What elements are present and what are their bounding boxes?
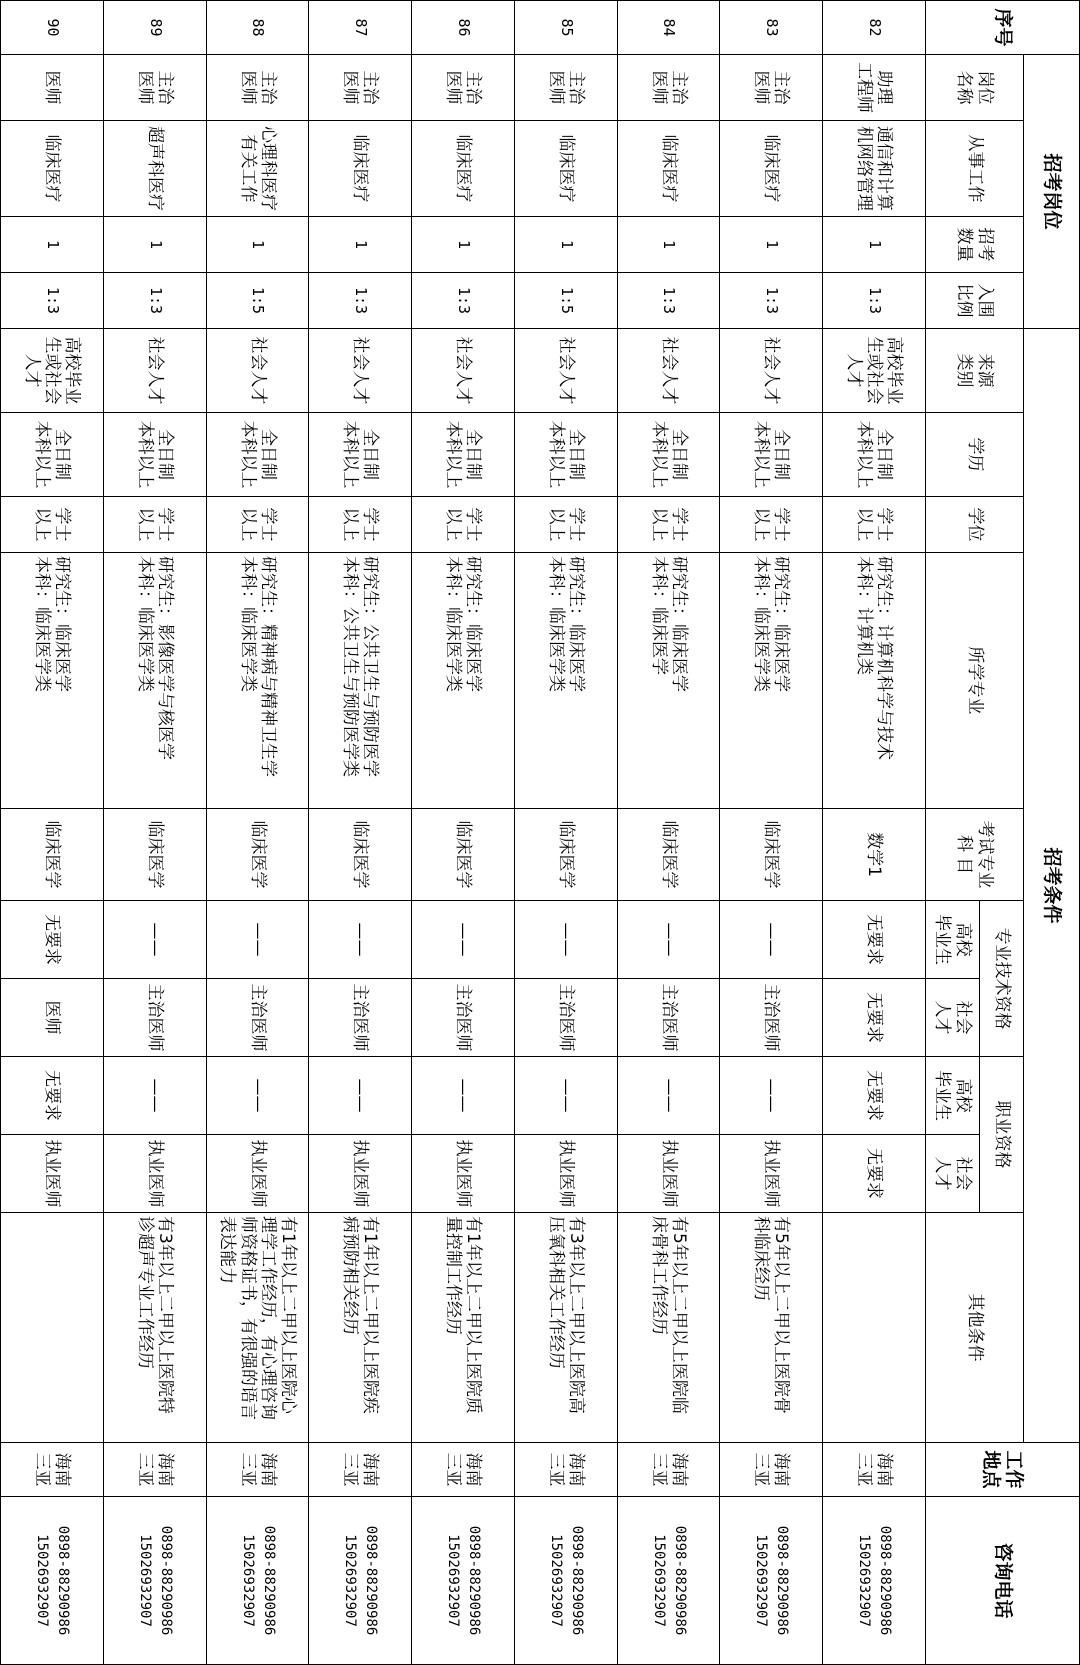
- cell-work: 心理科医疗 有关工作: [206, 121, 309, 217]
- cell-phone: 0898-88290986 15026932907: [617, 1497, 720, 1665]
- header-ratio: 入围 比例: [926, 273, 1024, 329]
- cell-other: 有1年以上二甲以上医院质 量控制工作经历: [412, 1213, 515, 1443]
- table-row: [823, 1, 926, 1665]
- cell-other: [1, 1213, 104, 1443]
- cell-location: 海南 三亚: [103, 1443, 206, 1497]
- cell-job-social: 执业医师: [1, 1135, 104, 1213]
- cell-major: 研究生：临床医学 本科：临床医学类: [514, 553, 617, 809]
- cell-phone: 0898-88290986 15026932907: [1, 1497, 104, 1665]
- cell-education: 全日制 本科以上: [617, 413, 720, 497]
- header-group-conditions: 招考条件: [1024, 329, 1080, 1443]
- cell-location: 海南 三亚: [823, 1443, 926, 1497]
- cell-work: 临床医疗: [720, 121, 823, 217]
- cell-other: [823, 1213, 926, 1443]
- cell-job-grad: ——: [309, 1057, 412, 1135]
- cell-tech-social: 主治医师: [412, 979, 515, 1057]
- cell-count: 1: [206, 217, 309, 273]
- cell-ratio: 1:5: [514, 273, 617, 329]
- cell-other: 有3年以上二甲以上医院高 压氧科相关工作经历: [514, 1213, 617, 1443]
- header-other: 其他条件: [926, 1213, 1024, 1443]
- header-education: 学历: [926, 413, 1024, 497]
- cell-count: 1: [103, 217, 206, 273]
- cell-job-grad: 无要求: [1, 1057, 104, 1135]
- cell-phone: 0898-88290986 15026932907: [309, 1497, 412, 1665]
- cell-job-social: 执业医师: [412, 1135, 515, 1213]
- header-job-qual: 职业资格: [980, 1057, 1024, 1213]
- cell-job-social: 执业医师: [206, 1135, 309, 1213]
- header-source: 来源 类别: [926, 329, 1024, 413]
- cell-post: 主治 医师: [412, 55, 515, 121]
- cell-post: 主治 医师: [720, 55, 823, 121]
- cell-ratio: 1:3: [412, 273, 515, 329]
- cell-other: 有1年以上二甲以上医院心 理学工作经历，有心理咨询 师资格证书，有很强的语言 表达能力: [206, 1213, 309, 1443]
- cell-exam: 临床医学: [309, 809, 412, 901]
- cell-degree: 学士 以上: [103, 497, 206, 553]
- cell-post: 助理 工程师: [823, 55, 926, 121]
- header-exam: 考试专业 科 目: [926, 809, 1024, 901]
- cell-work: 临床医疗: [1, 121, 104, 217]
- cell-job-social: 执业医师: [103, 1135, 206, 1213]
- cell-seq: 86: [412, 1, 515, 55]
- cell-degree: 学士 以上: [720, 497, 823, 553]
- cell-source: 社会人才: [309, 329, 412, 413]
- table-row: [514, 1, 617, 1665]
- cell-phone: 0898-88290986 15026932907: [206, 1497, 309, 1665]
- cell-tech-social: 主治医师: [309, 979, 412, 1057]
- cell-tech-grad: 无要求: [823, 901, 926, 979]
- cell-ratio: 1:3: [309, 273, 412, 329]
- header-job-social: 社会 人才: [926, 1135, 980, 1213]
- cell-education: 全日制 本科以上: [514, 413, 617, 497]
- header-post-name: 岗位 名称: [926, 55, 1024, 121]
- header-degree: 学位: [926, 497, 1024, 553]
- cell-job-social: 执业医师: [514, 1135, 617, 1213]
- cell-post: 主治 医师: [103, 55, 206, 121]
- header-major: 所学专业: [926, 553, 1024, 809]
- cell-job-grad: ——: [514, 1057, 617, 1135]
- cell-tech-social: 主治医师: [617, 979, 720, 1057]
- cell-major: 研究生：临床医学 本科：临床医学: [617, 553, 720, 809]
- cell-other: 有1年以上二甲以上医院疾 病预防相关经历: [309, 1213, 412, 1443]
- cell-tech-grad: ——: [514, 901, 617, 979]
- cell-major: 研究生：精神病与精神卫生学 本科：临床医学类: [206, 553, 309, 809]
- cell-degree: 学士 以上: [514, 497, 617, 553]
- cell-tech-social: 主治医师: [720, 979, 823, 1057]
- cell-source: 社会人才: [412, 329, 515, 413]
- cell-seq: 90: [1, 1, 104, 55]
- cell-phone: 0898-88290986 15026932907: [412, 1497, 515, 1665]
- cell-job-grad: ——: [617, 1057, 720, 1135]
- table-row: [103, 1, 206, 1665]
- cell-location: 海南 三亚: [1, 1443, 104, 1497]
- cell-education: 全日制 本科以上: [720, 413, 823, 497]
- cell-education: 全日制 本科以上: [206, 413, 309, 497]
- cell-exam: 临床医学: [720, 809, 823, 901]
- cell-location: 海南 三亚: [617, 1443, 720, 1497]
- cell-tech-social: 无要求: [823, 979, 926, 1057]
- cell-count: 1: [1, 217, 104, 273]
- header-phone: 咨询电话: [926, 1497, 1080, 1665]
- cell-exam: 临床医学: [1, 809, 104, 901]
- cell-major: 研究生：临床医学 本科：临床医学类: [412, 553, 515, 809]
- cell-seq: 83: [720, 1, 823, 55]
- cell-phone: 0898-88290986 15026932907: [514, 1497, 617, 1665]
- cell-education: 全日制 本科以上: [1, 413, 104, 497]
- cell-count: 1: [514, 217, 617, 273]
- cell-source: 社会人才: [514, 329, 617, 413]
- cell-major: 研究生：公共卫生与预防医学 本科：公共卫生与预防医学类: [309, 553, 412, 809]
- table-row: [1, 1, 104, 1665]
- cell-job-social: 执业医师: [617, 1135, 720, 1213]
- cell-work: 通信和计算 机网络管理: [823, 121, 926, 217]
- cell-work: 临床医疗: [412, 121, 515, 217]
- cell-count: 1: [309, 217, 412, 273]
- cell-tech-social: 医师: [1, 979, 104, 1057]
- cell-education: 全日制 本科以上: [309, 413, 412, 497]
- cell-source: 高校毕业 生或社会 人才: [1, 329, 104, 413]
- header-work: 从事工作: [926, 121, 1024, 217]
- cell-degree: 学士 以上: [206, 497, 309, 553]
- cell-post: 医师: [1, 55, 104, 121]
- cell-education: 全日制 本科以上: [412, 413, 515, 497]
- cell-phone: 0898-88290986 15026932907: [720, 1497, 823, 1665]
- cell-job-grad: ——: [412, 1057, 515, 1135]
- cell-job-grad: ——: [103, 1057, 206, 1135]
- cell-other: 有5年以上二甲以上医院临 床骨科工作经历: [617, 1213, 720, 1443]
- cell-exam: 临床医学: [206, 809, 309, 901]
- header-location: 工作 地点: [926, 1443, 1080, 1497]
- cell-post: 主治 医师: [514, 55, 617, 121]
- header-count: 招考 数量: [926, 217, 1024, 273]
- header-job-grad: 高校 毕业生: [926, 1057, 980, 1135]
- cell-tech-grad: ——: [617, 901, 720, 979]
- cell-location: 海南 三亚: [412, 1443, 515, 1497]
- cell-source: 高校毕业 生或社会 人才: [823, 329, 926, 413]
- cell-seq: 85: [514, 1, 617, 55]
- cell-job-grad: ——: [720, 1057, 823, 1135]
- cell-ratio: 1:3: [1, 273, 104, 329]
- cell-phone: 0898-88290986 15026932907: [823, 1497, 926, 1665]
- cell-seq: 87: [309, 1, 412, 55]
- header-tech-social: 社会 人才: [926, 979, 980, 1057]
- header-tech-qual: 专业技术资格: [980, 901, 1024, 1057]
- cell-tech-grad: ——: [206, 901, 309, 979]
- table-row: [720, 1, 823, 1665]
- table-row: [206, 1, 309, 1665]
- cell-ratio: 1:3: [823, 273, 926, 329]
- cell-post: 主治 医师: [206, 55, 309, 121]
- cell-degree: 学士 以上: [823, 497, 926, 553]
- cell-tech-social: 主治医师: [103, 979, 206, 1057]
- cell-source: 社会人才: [617, 329, 720, 413]
- cell-count: 1: [412, 217, 515, 273]
- cell-major: 研究生：影像医学与核医学 本科：临床医学类: [103, 553, 206, 809]
- cell-location: 海南 三亚: [514, 1443, 617, 1497]
- cell-source: 社会人才: [103, 329, 206, 413]
- cell-tech-grad: 无要求: [1, 901, 104, 979]
- cell-count: 1: [720, 217, 823, 273]
- cell-job-social: 无要求: [823, 1135, 926, 1213]
- cell-tech-grad: ——: [720, 901, 823, 979]
- cell-exam: 临床医学: [617, 809, 720, 901]
- cell-exam: 数学1: [823, 809, 926, 901]
- cell-location: 海南 三亚: [206, 1443, 309, 1497]
- cell-source: 社会人才: [206, 329, 309, 413]
- cell-location: 海南 三亚: [720, 1443, 823, 1497]
- cell-tech-grad: ——: [412, 901, 515, 979]
- cell-degree: 学士 以上: [617, 497, 720, 553]
- cell-post: 主治 医师: [617, 55, 720, 121]
- cell-job-social: 执业医师: [720, 1135, 823, 1213]
- cell-degree: 学士 以上: [412, 497, 515, 553]
- cell-work: 临床医疗: [309, 121, 412, 217]
- cell-major: 研究生：临床医学 本科：临床医学类: [720, 553, 823, 809]
- cell-seq: 89: [103, 1, 206, 55]
- cell-degree: 学士 以上: [1, 497, 104, 553]
- cell-seq: 82: [823, 1, 926, 55]
- cell-tech-social: 主治医师: [514, 979, 617, 1057]
- cell-count: 1: [823, 217, 926, 273]
- cell-exam: 临床医学: [103, 809, 206, 901]
- cell-job-grad: 无要求: [823, 1057, 926, 1135]
- cell-education: 全日制 本科以上: [103, 413, 206, 497]
- table-row: [309, 1, 412, 1665]
- cell-exam: 临床医学: [412, 809, 515, 901]
- cell-major: 研究生：计算机科学与技术 本科：计算机类: [823, 553, 926, 809]
- cell-exam: 临床医学: [514, 809, 617, 901]
- cell-seq: 88: [206, 1, 309, 55]
- cell-work: 临床医疗: [617, 121, 720, 217]
- cell-job-social: 执业医师: [309, 1135, 412, 1213]
- header-tech-grad: 高校 毕业生: [926, 901, 980, 979]
- cell-source: 社会人才: [720, 329, 823, 413]
- header-group-position: 招考岗位: [1024, 55, 1080, 329]
- cell-phone: 0898-88290986 15026932907: [103, 1497, 206, 1665]
- cell-ratio: 1:3: [103, 273, 206, 329]
- cell-ratio: 1:3: [617, 273, 720, 329]
- cell-job-grad: ——: [206, 1057, 309, 1135]
- cell-degree: 学士 以上: [309, 497, 412, 553]
- header-seq: 序号: [926, 1, 1080, 55]
- cell-work: 临床医疗: [514, 121, 617, 217]
- cell-ratio: 1:3: [720, 273, 823, 329]
- cell-count: 1: [617, 217, 720, 273]
- cell-major: 研究生：临床医学 本科：临床医学类: [1, 553, 104, 809]
- cell-tech-grad: ——: [103, 901, 206, 979]
- cell-tech-social: 主治医师: [206, 979, 309, 1057]
- cell-seq: 84: [617, 1, 720, 55]
- table-row: [412, 1, 515, 1665]
- cell-location: 海南 三亚: [309, 1443, 412, 1497]
- cell-other: 有5年以上二甲以上医院骨 科临床经历: [720, 1213, 823, 1443]
- cell-tech-grad: ——: [309, 901, 412, 979]
- cell-work: 超声科医疗: [103, 121, 206, 217]
- cell-education: 全日制 本科以上: [823, 413, 926, 497]
- cell-other: 有3年以上二甲以上医院特 诊超声专业工作经历: [103, 1213, 206, 1443]
- cell-post: 主治 医师: [309, 55, 412, 121]
- table-row: [617, 1, 720, 1665]
- cell-ratio: 1:5: [206, 273, 309, 329]
